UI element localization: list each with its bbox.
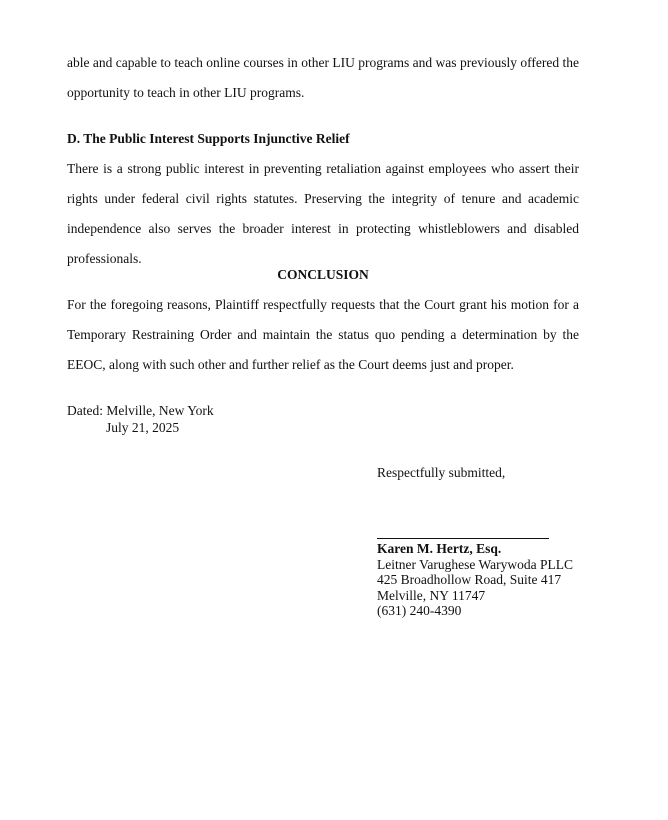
signer-address-line2: Melville, NY 11747	[377, 587, 486, 603]
intro-paragraph: able and capable to teach online courses in other LIU programs and was previously offered the opportunity to teach in other LIU programs.	[67, 55, 579, 100]
signer-name: Karen M. Hertz, Esq.	[377, 541, 502, 556]
section-d-heading: D. The Public Interest Supports Injunctive Relief	[67, 131, 350, 146]
signer-address-line1: 425 Broadhollow Road, Suite 417	[377, 572, 562, 587]
signature-block	[377, 541, 573, 619]
signer-phone: (631) 240-4390	[377, 603, 462, 618]
signature-line	[377, 538, 549, 539]
section-d-body: There is a strong public interest in preventing retaliation against employees who assert their rights under federal civil rights statutes. Preserving the integrity of tenure and academic independence also serves the broader interest in protecting whistleblowers and disabled professionals.	[67, 161, 579, 266]
dated-place: Dated: Melville, New York	[67, 403, 214, 418]
signature-closing: Respectfully submitted,	[377, 465, 506, 480]
dated-date: July 21, 2025	[106, 420, 180, 435]
conclusion-heading: CONCLUSION	[277, 267, 369, 282]
signer-firm: Leitner Varughese Warywoda PLLC	[377, 556, 573, 572]
conclusion-body: For the foregoing reasons, Plaintiff respectfully requests that the Court grant his motion for a Temporary Restraining Order and maintain the status quo pending a determination by the EEOC, along with such other and further relief as the Court deems just and proper.	[67, 297, 579, 372]
